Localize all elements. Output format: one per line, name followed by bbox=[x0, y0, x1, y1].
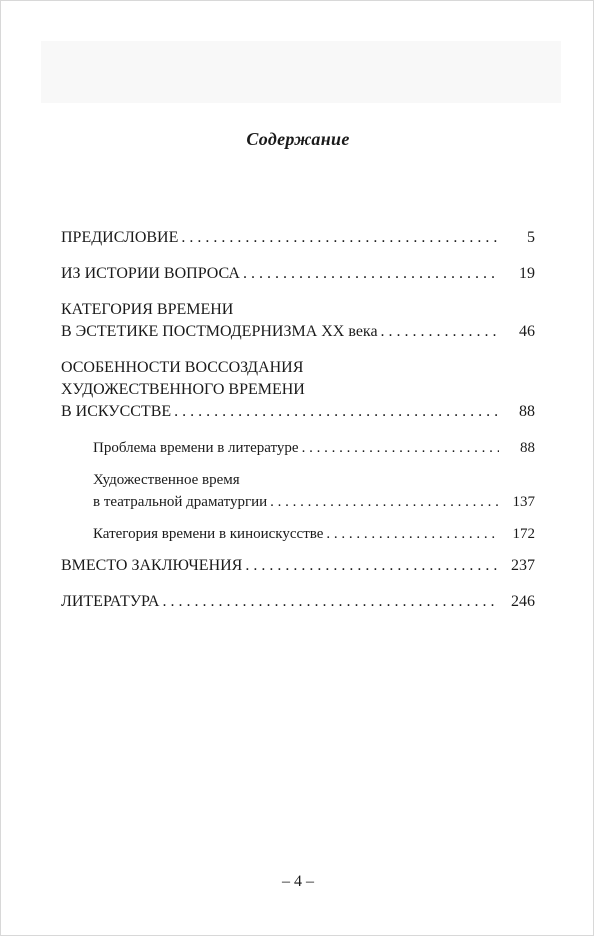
dot-leader bbox=[326, 523, 498, 545]
page-number: – 4 – bbox=[282, 873, 314, 890]
toc-entry-page: 237 bbox=[511, 557, 535, 574]
toc-entry-page: 88 bbox=[520, 440, 535, 456]
toc-entry-history[interactable] bbox=[61, 263, 535, 285]
toc-entry-title: В ЭСТЕТИКЕ ПОСТМОДЕРНИЗМА XX века bbox=[61, 323, 378, 340]
toc-entry-time-category[interactable] bbox=[61, 299, 535, 343]
toc-entry-title: ЛИТЕРАТУРА bbox=[61, 593, 160, 610]
toc-entry-title: В ИСКУССТВЕ bbox=[61, 403, 172, 420]
toc-entry-page: 46 bbox=[519, 323, 535, 340]
toc-entry-title-line: ХУДОЖЕСТВЕННОГО ВРЕМЕНИ bbox=[61, 381, 305, 398]
toc-entry-page: 172 bbox=[512, 526, 535, 542]
toc-entry-title: ВМЕСТО ЗАКЛЮЧЕНИЯ bbox=[61, 557, 243, 574]
dot-leader bbox=[174, 401, 499, 423]
toc-entry-page: 19 bbox=[519, 265, 535, 282]
dot-leader bbox=[302, 437, 499, 459]
toc-entry-preface[interactable] bbox=[61, 227, 535, 249]
toc-entry-page: 246 bbox=[511, 593, 535, 610]
toc-entry-page: 88 bbox=[519, 403, 535, 420]
dot-leader bbox=[270, 491, 498, 513]
toc-entry-title: ПРЕДИСЛОВИЕ bbox=[61, 229, 179, 246]
toc-entry-title-line: ОСОБЕННОСТИ ВОССОЗДАНИЯ bbox=[61, 359, 304, 376]
dot-leader bbox=[245, 555, 497, 577]
toc-subentry-drama[interactable] bbox=[61, 469, 535, 513]
toc-subentry-literature[interactable] bbox=[61, 437, 535, 459]
toc-title: Содержание bbox=[246, 129, 350, 149]
dot-leader bbox=[243, 263, 499, 285]
toc-entry-conclusion[interactable] bbox=[61, 555, 535, 577]
toc-entry-features[interactable] bbox=[61, 357, 535, 423]
toc-entry-title: Проблема времени в литературе bbox=[93, 440, 299, 456]
toc-entry-title: ИЗ ИСТОРИИ ВОПРОСА bbox=[61, 265, 240, 282]
toc-entry-title: Категория времени в киноискусстве bbox=[93, 526, 324, 542]
dot-leader bbox=[162, 591, 497, 613]
toc-entry-title-line: КАТЕГОРИЯ ВРЕМЕНИ bbox=[61, 301, 234, 318]
toc-entry-page: 137 bbox=[512, 494, 535, 510]
toc-entry-title: в театральной драматургии bbox=[93, 494, 268, 510]
dot-leader bbox=[181, 227, 499, 249]
toc-entry-page: 5 bbox=[527, 229, 535, 246]
toc-entry-bibliography[interactable] bbox=[61, 591, 535, 613]
dot-leader bbox=[381, 321, 499, 343]
toc-subentry-cinema[interactable] bbox=[61, 523, 535, 545]
toc-entry-title-line: Художественное время bbox=[93, 472, 240, 488]
header-band bbox=[41, 41, 561, 103]
table-of-contents bbox=[61, 227, 535, 627]
